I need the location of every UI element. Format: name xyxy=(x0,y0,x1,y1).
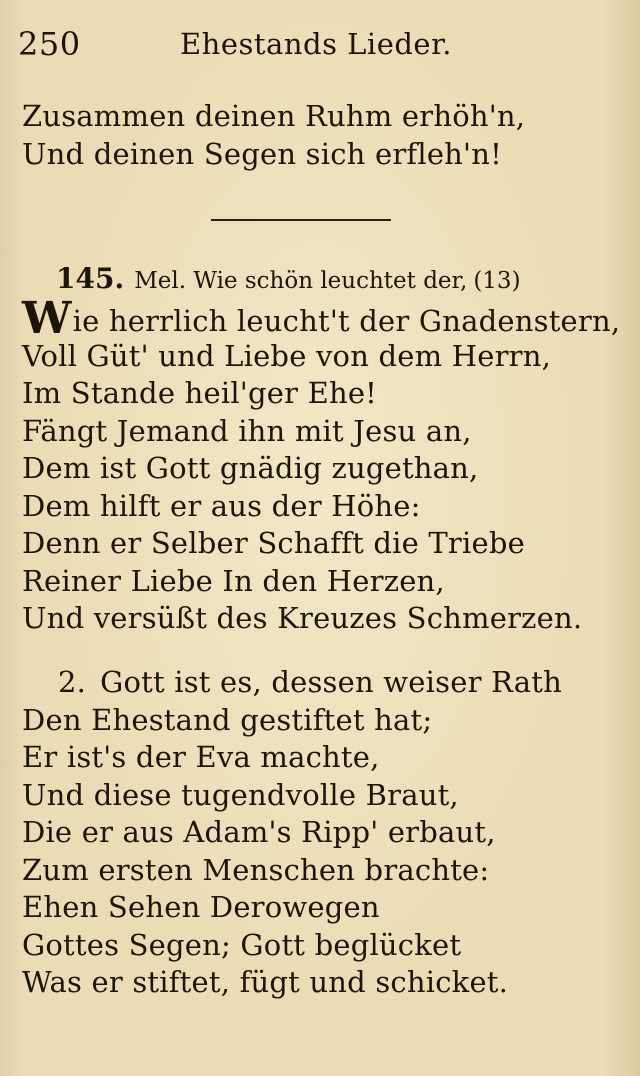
verse-line: Was er stiftet, fügt und schicket. xyxy=(22,965,509,999)
verse-line: Dem hilft er aus der Höhe: xyxy=(22,488,421,523)
verse-line: Reiner Liebe In den Herzen, xyxy=(22,563,445,598)
verse-line: Zusammen deinen Ruhm erhöh'n, xyxy=(22,99,526,133)
verse-line: Und diese tugendvolle Braut, xyxy=(22,777,459,812)
verse-line: Im Stande heil'ger Ehe! xyxy=(22,376,378,410)
verse-line: Zum ersten Menschen brachte: xyxy=(22,852,490,887)
verse-line: Und versüßt des Kreuzes Schmerzen. xyxy=(22,601,583,635)
verse-line: Ehen Sehen Derowegen xyxy=(22,890,380,924)
drop-cap: W xyxy=(22,293,72,344)
verse-line: Die er aus Adam's Ripp' erbaut, xyxy=(22,815,496,849)
verse-line: Fängt Jemand ihn mit Jesu an, xyxy=(22,413,472,448)
continuation-lines xyxy=(22,98,600,173)
verse-line: Denn er Selber Schafft die Triebe xyxy=(22,526,525,560)
verse-line-text: Gott ist es, dessen weiser Rath xyxy=(100,665,562,699)
verse-line: Gottes Segen; Gott beglücket xyxy=(22,927,462,962)
verse-line: Dem ist Gott gnädig zugethan, xyxy=(22,451,479,485)
hymn-number: 145. xyxy=(56,262,125,295)
section-divider xyxy=(211,219,391,221)
melody-number: (13) xyxy=(473,268,521,294)
stanza-2 xyxy=(22,664,600,1002)
running-head: Ehestands Lieder. xyxy=(180,27,452,61)
page-header xyxy=(18,22,610,66)
verse-line-first xyxy=(22,664,600,702)
verse-line: Und deinen Segen sich erfleh'n! xyxy=(22,136,502,171)
verse-line-text: ie herrlich leucht't der Gnadenstern, xyxy=(72,304,621,338)
verse-line-first xyxy=(22,293,621,344)
verse-line: Den Ehestand gestiftet hat; xyxy=(22,702,433,737)
verse-line: Voll Güt' und Liebe von dem Herrn, xyxy=(22,338,552,373)
stanza-number: 2. xyxy=(58,665,87,699)
stanza-1 xyxy=(22,293,621,638)
hymn-heading xyxy=(56,262,600,296)
page-number: 250 xyxy=(18,25,81,63)
verse-line: Er ist's der Eva machte, xyxy=(22,740,380,774)
melody-reference: Mel. Wie schön leuchtet der, xyxy=(134,268,468,294)
